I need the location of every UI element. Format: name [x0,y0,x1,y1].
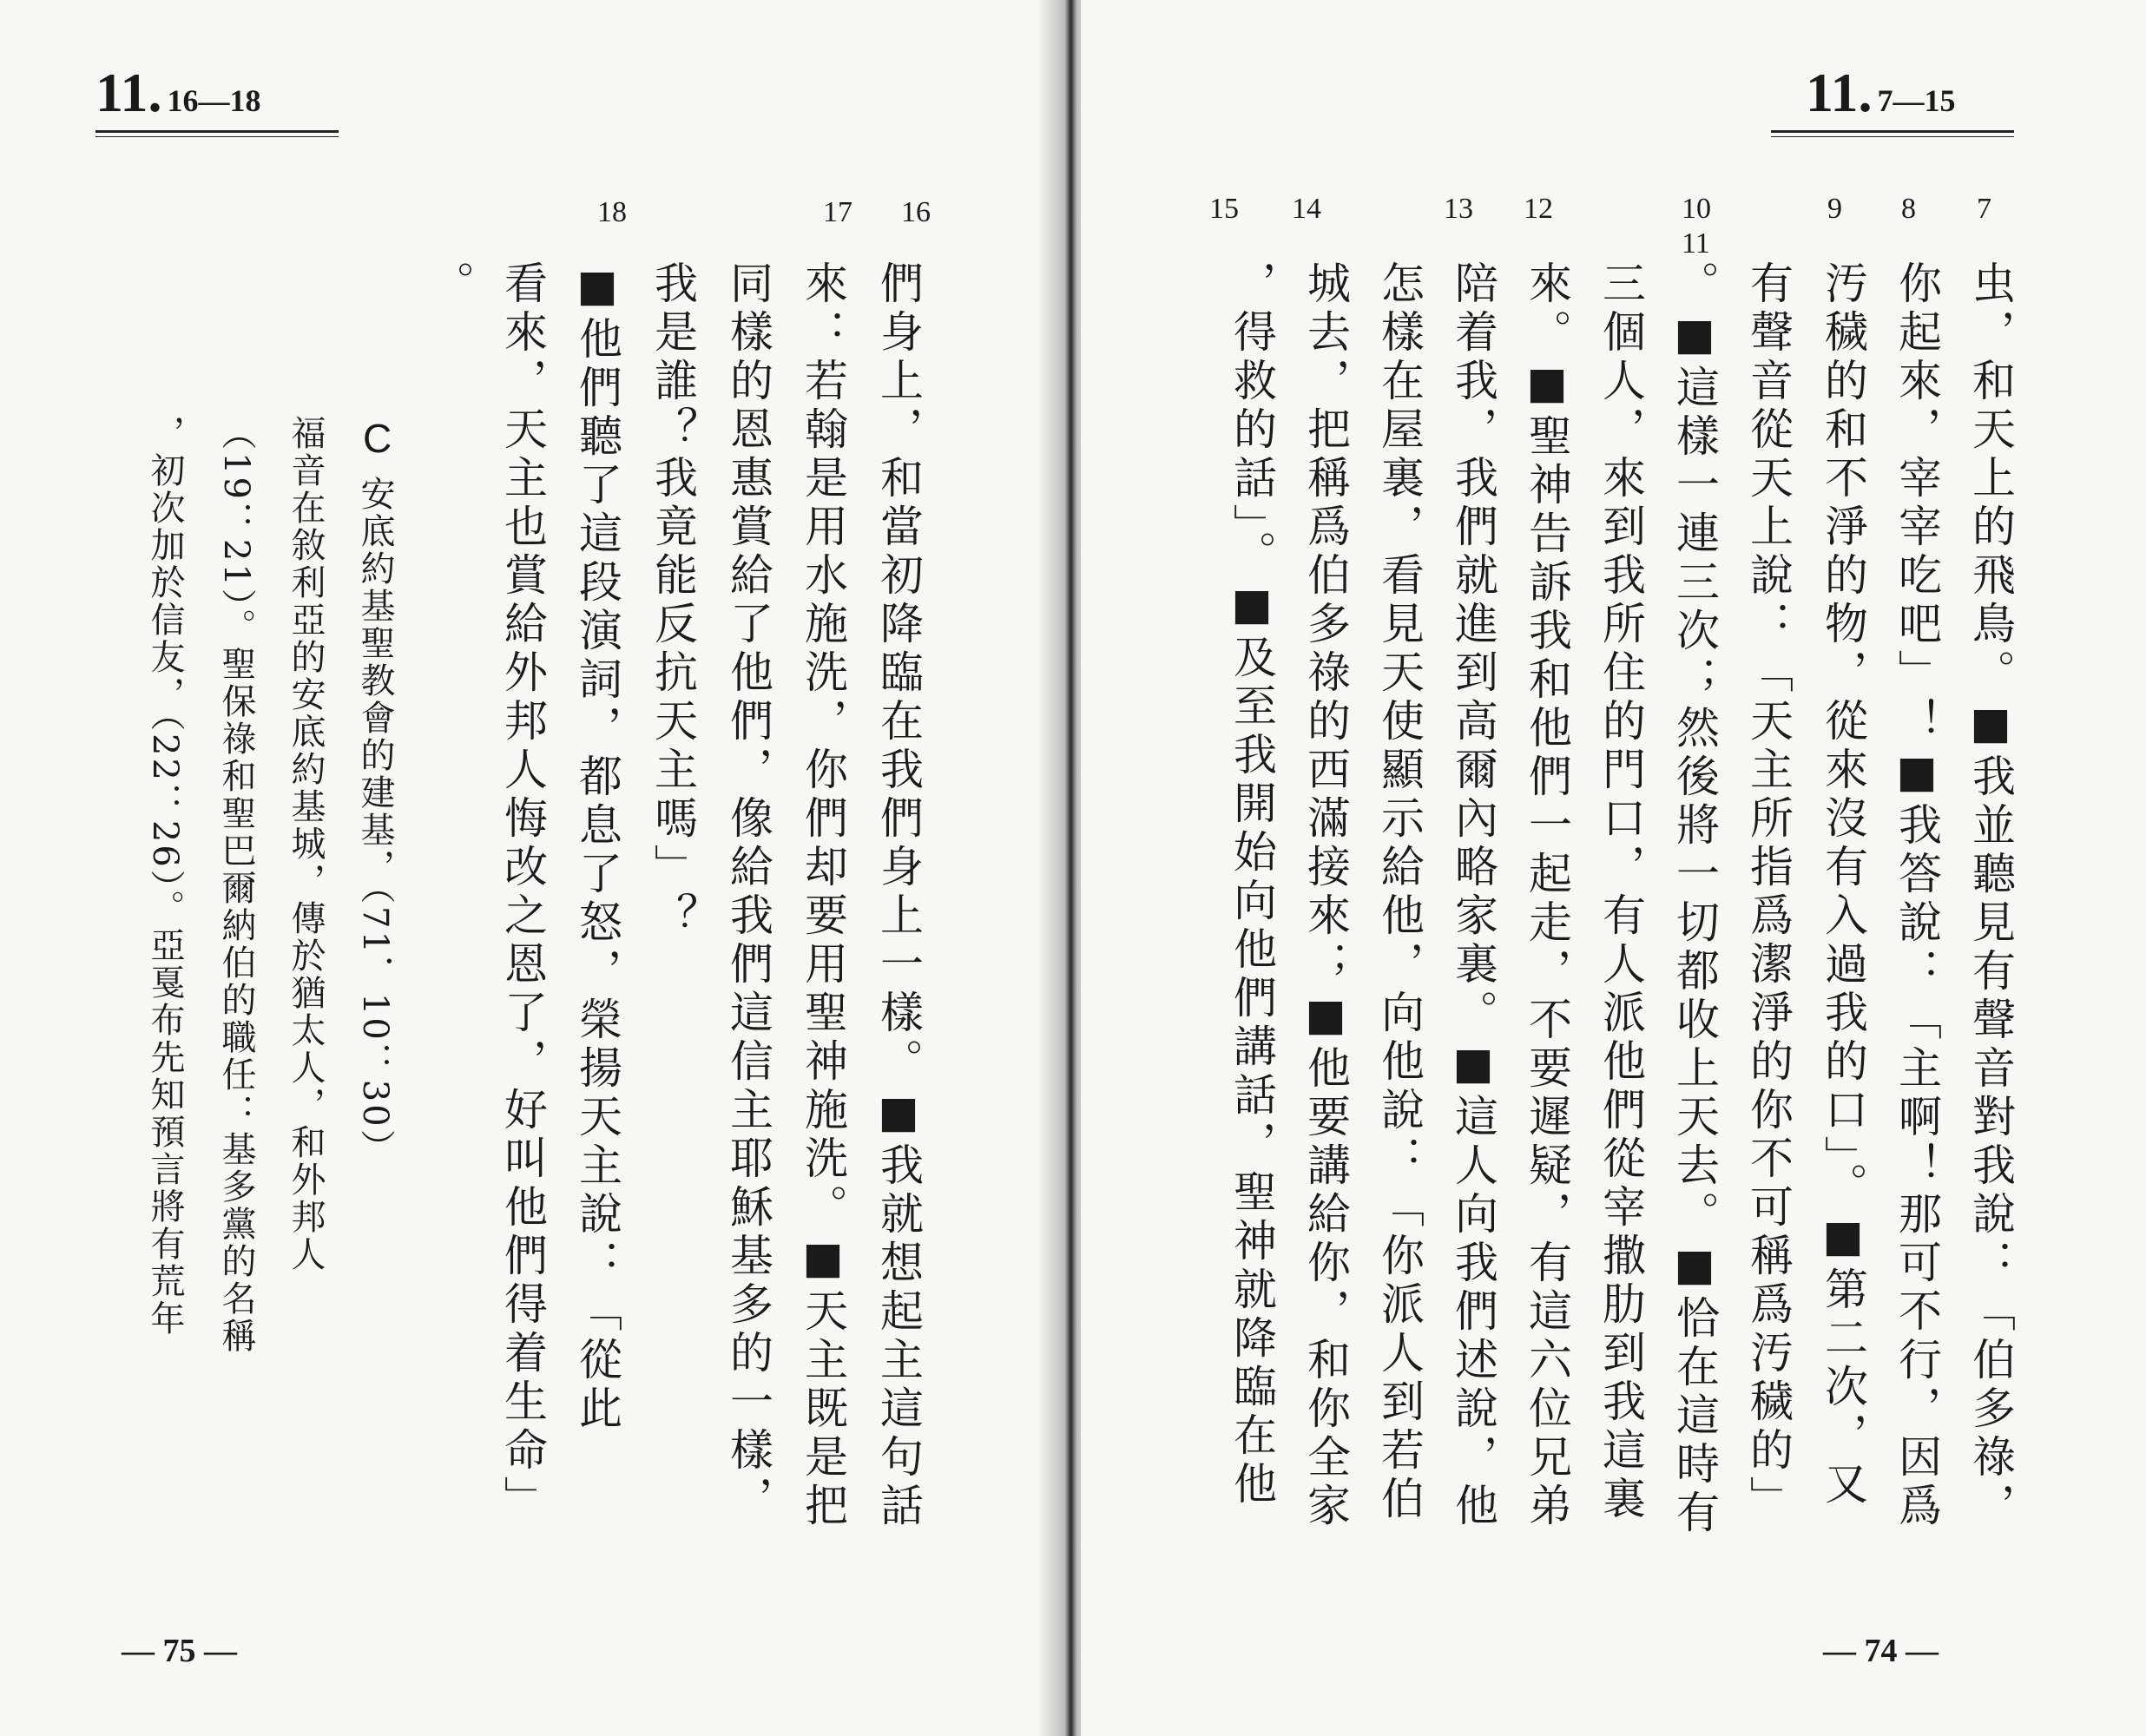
note-column: ，初次加於信友，（22：26）。亞戛布先知預言將有荒年 [145,415,185,1338]
text-column: 我是誰？我竟能反抗天主嗎」？ [648,260,698,941]
verse-number: 14 [1292,193,1321,225]
text-column: 來。■聖神告訴我和他們一起走，不要遲疑，有這六位兄弟 [1522,260,1572,1531]
verse-range: 7—15 [1877,83,1956,118]
verse-number: 9 [1827,193,1842,225]
head-rule [1771,130,2014,137]
running-head-left [95,61,260,125]
text-column: 你起來，宰宰吃吧」！■我答說：「主啊！那可不行，因爲 [1892,260,1942,1531]
verse-number: 15 [1209,193,1239,225]
verse-number: 12 [1524,193,1553,225]
verse-number: 18 [597,196,627,228]
text-column: 們身上，和當初降臨在我們身上一樣。■我就想起主這句話 [873,260,924,1531]
page-number: — 75 — [122,1633,237,1669]
text-column: 。 [425,260,475,309]
head-rule [95,130,339,137]
text-column: 汚穢的和不淨的物，從來沒有入過我的口」。■第二次，又 [1818,260,1868,1509]
verse-number: 10 [1682,193,1711,225]
note-column: 福音在敘利亞的安底約基城，傳於猶太人，和外邦人 [286,415,326,1273]
verse-range: 16—18 [167,83,261,118]
chapter-number: 11. [95,62,162,123]
section-mark: C [363,416,392,461]
text-column: 同樣的恩惠賞給了他們，像給我們這信主耶穌基多的一樣， [723,260,773,1524]
verse-number: 11 [1682,227,1710,260]
text-column: ，得救的話」。■及至我開始向他們講話，聖神就降臨在他 [1227,260,1277,1509]
page-number: — 74 — [1823,1633,1939,1669]
text-column: 看來，天主也賞給外邦人悔改之恩了，好叫他們得着生命」 [497,260,548,1524]
verse-number: 8 [1901,193,1916,225]
text-column: 有聲音從天上說：「天主所指爲潔淨的你不可稱爲汚穢的」 [1743,260,1794,1524]
text-column: ■他們聽了這段演詞，都息了怒，榮揚天主說：「從此 [572,260,622,1434]
right-page [1081,0,2146,1736]
note-column: 安底約基聖教會的建基，（71．10：30） [355,476,395,1167]
note-column: （19：21）。聖保祿和聖巴爾納伯的職任：基多黨的名稱 [216,415,256,1355]
running-head-right [1806,61,1955,125]
verse-number: 16 [901,196,931,228]
text-column: 城去，把稱爲伯多祿的西滿接來；■他要講給你，和你全家 [1300,260,1351,1531]
text-column: 陪着我，我們就進到高爾內略家裏。■這人向我們述說，他 [1448,260,1498,1531]
text-column: 虫，和天上的飛鳥。■我並聽見有聲音對我說：「伯多祿， [1965,260,2016,1531]
verse-number: 13 [1444,193,1473,225]
verse-number: 7 [1977,193,1991,225]
text-column: 來：若翰是用水施洗，你們却要用聖神施洗。■天主既是把 [798,260,848,1531]
verse-number: 17 [823,196,852,228]
chapter-number: 11. [1806,62,1873,123]
text-column: 三個人，來到我所住的門口，有人派他們從宰撒肋到我這裏 [1596,260,1646,1524]
left-page [0,0,1055,1736]
text-column: 。■這樣一連三次；然後將一切都收上天去。■恰在這時有 [1669,260,1720,1538]
text-column: 怎樣在屋裏，看見天使顯示給他，向他說：「你派人到若伯 [1374,260,1425,1524]
